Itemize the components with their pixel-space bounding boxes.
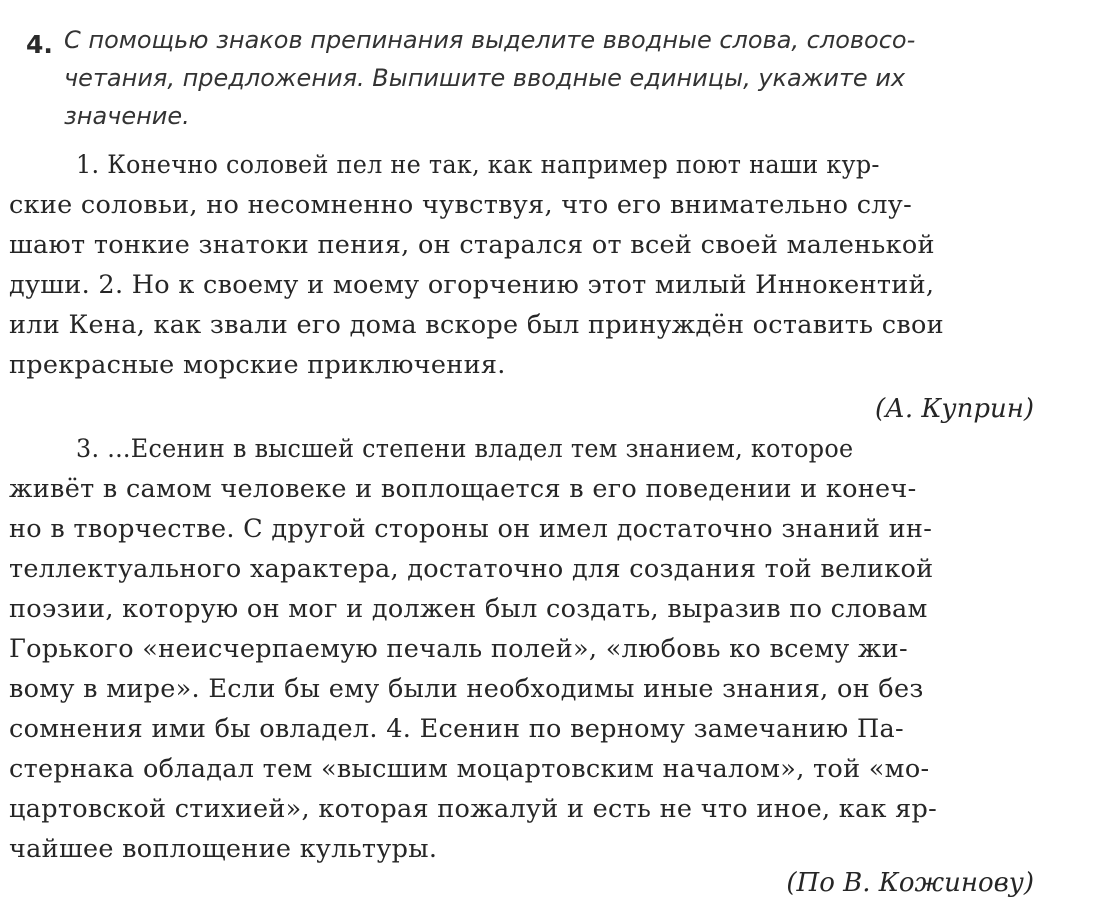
text-line: теллектуального характера, достаточно для создания той великой: [9, 554, 934, 584]
source-author: (По В. Кожинову): [786, 868, 1034, 898]
text-line: но в творчестве. С другой стороны он имел достаточно знаний ин-: [9, 514, 933, 544]
text-line: души. 2. Но к своему и моему огорчению этот милый Иннокентий,: [9, 270, 935, 300]
text-line: стернака обладал тем «высшим моцартовским началом», той «мо-: [9, 754, 930, 784]
text-line: шают тонкие знатоки пения, он старался от всей своей маленькой: [9, 230, 935, 260]
task-number: 4.: [26, 30, 53, 59]
text-line: сомнения ими бы овладел. 4. Есенин по верному замечанию Па-: [9, 714, 904, 744]
task-instruction-line: С помощью знаков препинания выделите вводные слова, словосо-: [64, 26, 916, 54]
text-line: чайшее воплощение культуры.: [9, 834, 438, 864]
text-line: цартовской стихией», которая пожалуй и есть не что иное, как яр-: [9, 794, 938, 824]
text-line: ские соловьи, но несомненно чувствуя, что его внимательно слу-: [9, 190, 913, 220]
text-line: поэзии, которую он мог и должен был создать, выразив по словам: [9, 594, 928, 624]
text-line: или Кена, как звали его дома вскоре был принуждён оставить свои: [9, 310, 944, 340]
text-line: 3. ...Есенин в высшей степени владел тем знанием, которое: [76, 434, 854, 464]
text-line: прекрасные морские приключения.: [9, 350, 506, 380]
text-line: вому в мире». Если бы ему были необходимы иные знания, он без: [9, 674, 924, 704]
task-instruction-line: четания, предложения. Выпишите вводные единицы, укажите их: [64, 64, 906, 92]
task-instruction-line: значение.: [64, 102, 190, 130]
text-line: живёт в самом человеке и воплощается в его поведении и конеч-: [9, 474, 917, 504]
text-line: Горького «неисчерпаемую печаль полей», «любовь ко всему жи-: [9, 634, 908, 664]
source-author: (А. Куприн): [875, 394, 1034, 424]
text-line: 1. Конечно соловей пел не так, как например поют наши кур-: [76, 150, 880, 180]
